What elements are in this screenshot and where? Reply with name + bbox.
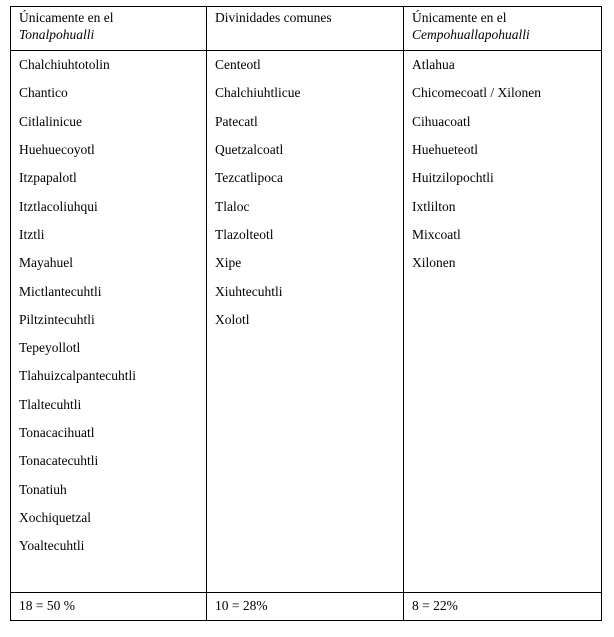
- deity-item: Cihuacoatl: [412, 113, 471, 129]
- total-tonalpohualli: 18 = 50 %: [11, 592, 207, 620]
- deity-item: Tlahuizcalpantecuhtli: [19, 368, 136, 384]
- deity-item: Chantico: [19, 85, 68, 101]
- deity-item: Tonacacihuatl: [19, 425, 95, 440]
- deity-item: Ixtlilton: [412, 198, 456, 214]
- deity-item: Tonatiuh: [19, 481, 67, 497]
- deity-item: Mayahuel: [19, 255, 73, 271]
- deity-item: Xochiquetzal: [19, 509, 91, 525]
- header-tonalpohualli: [11, 7, 207, 51]
- total-common: 10 = 28%: [207, 592, 404, 620]
- deity-item: Patecatl: [215, 113, 258, 129]
- deity-item: Citlalinicue: [19, 113, 82, 129]
- deity-item: Huehueteotl: [412, 142, 478, 158]
- deity-item: Mixcoatl: [412, 226, 461, 242]
- deity-item: Xolotl: [215, 311, 250, 327]
- deity-item: Xipe: [215, 255, 242, 271]
- deity-item: Atlahua: [412, 57, 455, 73]
- column-cempohuallapohualli: [404, 51, 602, 593]
- deity-item: Yoaltecuhtli: [19, 538, 85, 554]
- deity-item: Quetzalcoatl: [215, 142, 284, 158]
- body-row: [11, 51, 602, 593]
- deity-list-1: [11, 51, 206, 565]
- deity-item: Tlaltecuhtli: [19, 396, 82, 412]
- header-1-line2: Tonalpohualli: [19, 27, 95, 42]
- deity-item: Mictlantecuhtli: [19, 283, 102, 299]
- deity-item: Tlazolteotl: [215, 226, 274, 242]
- column-tonalpohualli: [11, 51, 207, 593]
- deity-item: Itztli: [19, 226, 45, 242]
- totals-row: [11, 592, 602, 620]
- deity-item: Chalchiuhtlicue: [215, 85, 301, 101]
- header-3-line2: Cempohuallapohualli: [412, 27, 530, 42]
- deity-item: Huehuecoyotl: [19, 142, 95, 158]
- deity-list-3: [404, 51, 601, 282]
- deities-comparison-table: [10, 6, 602, 621]
- deity-list-2: [207, 51, 403, 339]
- deity-item: Itzpapalotl: [19, 170, 77, 186]
- deity-item: Tonacatecuhtli: [19, 453, 99, 469]
- deity-item: Piltzintecuhtli: [19, 311, 95, 327]
- deity-item: Tlaloc: [215, 198, 250, 214]
- deity-item: Xilonen: [412, 255, 456, 271]
- deity-item: Huitzilopochtli: [412, 170, 494, 186]
- header-1-line1: Únicamente en el: [19, 10, 114, 25]
- deity-item: Chicomecoatl / Xilonen: [412, 85, 541, 101]
- header-3-line1: Únicamente en el: [412, 10, 507, 25]
- deity-item: Tepeyollotl: [19, 340, 81, 356]
- header-2-line1: Divinidades comunes: [215, 10, 332, 25]
- deity-item: Chalchiuhtotolin: [19, 57, 110, 73]
- header-row: [11, 7, 602, 51]
- deity-item: Centeotl: [215, 57, 261, 73]
- header-cempohuallapohualli: [404, 7, 602, 51]
- deity-item: Tezcatlipoca: [215, 170, 284, 186]
- deity-item: Xiuhtecuhtli: [215, 283, 283, 299]
- deity-item: Itztlacoliuhqui: [19, 198, 98, 214]
- column-common: [207, 51, 404, 593]
- header-common: [207, 7, 404, 51]
- total-cempohuallapohualli: 8 = 22%: [404, 592, 602, 620]
